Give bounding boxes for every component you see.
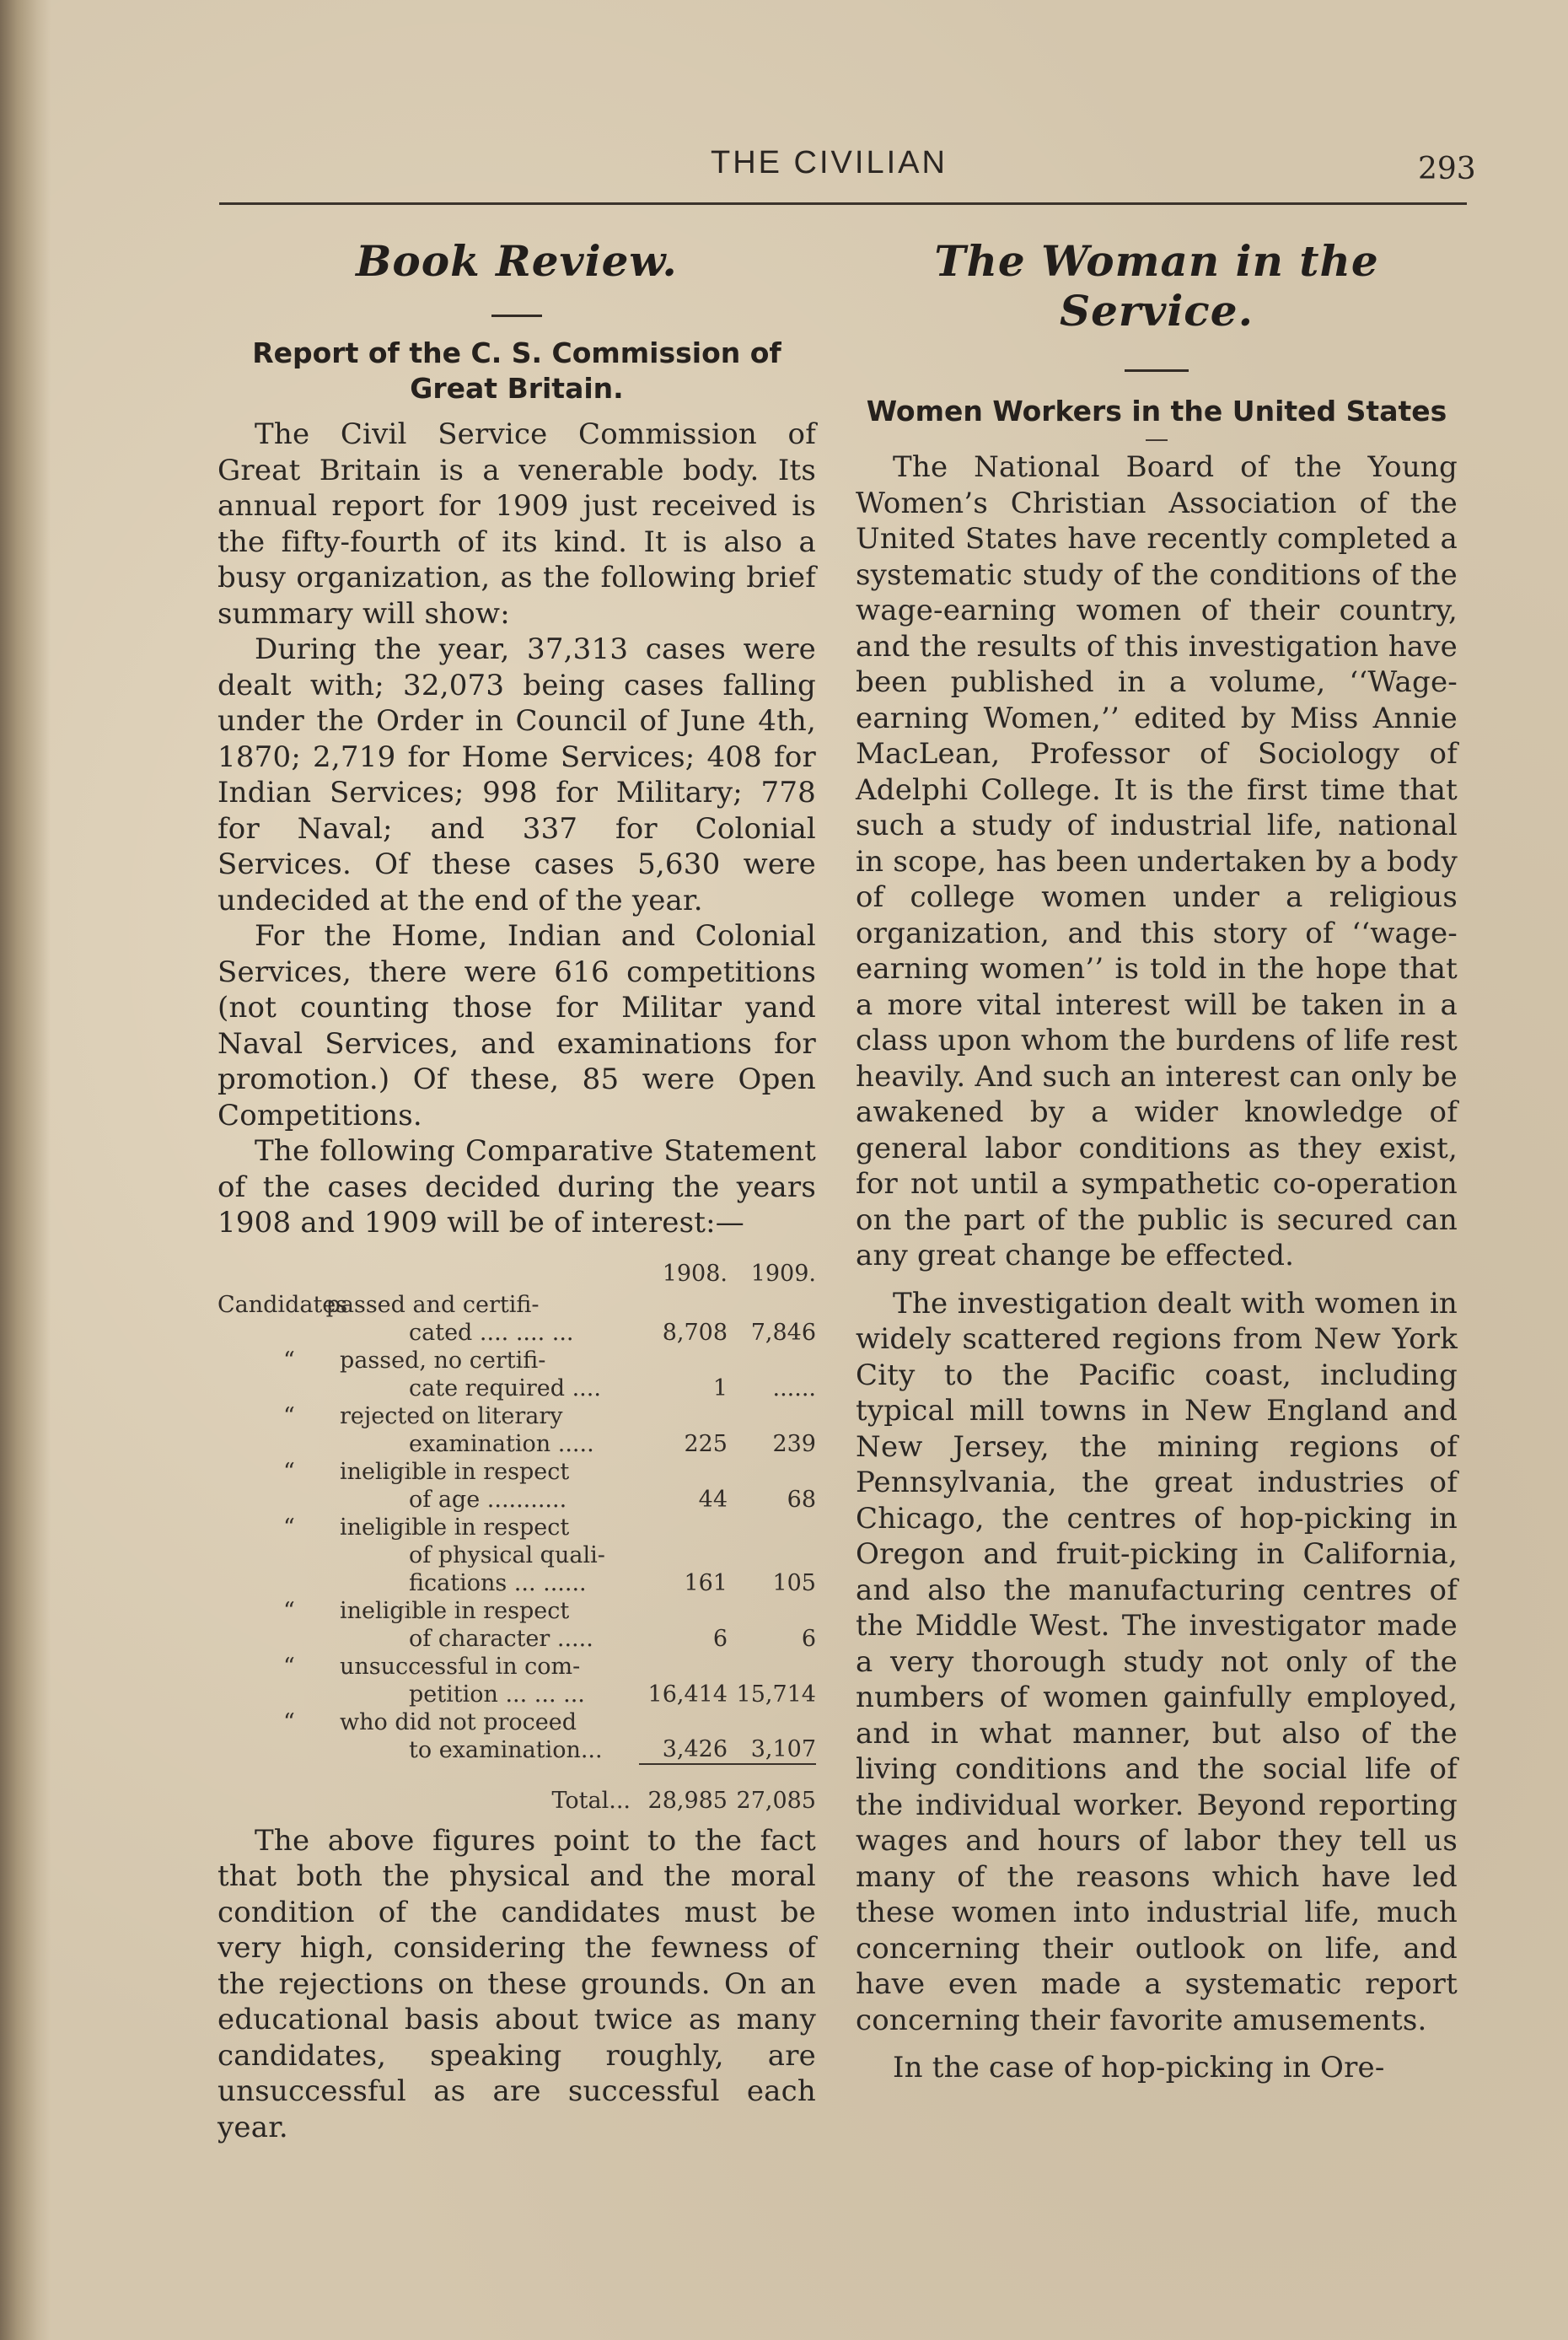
row-label-cont: of physical quali-: [409, 1541, 605, 1568]
running-head: [0, 145, 1568, 196]
table-row: [217, 1708, 816, 1764]
right-column: [856, 228, 1458, 2086]
running-title: THE CIVILIAN: [711, 145, 948, 180]
year-1909-header: 1909.: [750, 1260, 816, 1287]
paragraph-1: The National Board of the Young Women’s Christian Association of the United States have recently completed a systematic study of the conditions of the wage-earning women of their country, and the results of this investigation have been published in a volume, ‘‘Wage-earning Women,’’ edited by Miss Annie MacLean, Professor of Sociology of Adelphi College. It is the first time that such a study of industrial life, national in scope, has been undertaken by a body of college women under a religious organization, and this story of ‘‘wage-earning women’’ is told in the hope that a more vital interest will be taken in a class upon whom the burdens of life rest heavily. And such an interest can only be awakened by a wider knowledge of general labor conditions as they exist, for not until a sympathetic co-operation on the part of the public is secured can any great change be effected.: [856, 450, 1458, 1272]
table-row: [217, 1597, 816, 1653]
cell-1908: 225: [684, 1430, 728, 1457]
table-total-row: [217, 1764, 816, 1815]
paragraph-1: The Civil Service Commission of Great Britain is a venerable body. Its annual report for 1909 just received is the fifty-fourth of its kind. It is also a busy organization, as the following brief summary will show:: [217, 417, 816, 631]
cell-1909: 3,107: [750, 1735, 816, 1762]
paragraph-3: For the Home, Indian and Colonial Services, there were 616 competitions (not counting those for Militar yand Naval Services, and examinations for promotion.) Of these, 85 were Open Competitions.: [217, 919, 816, 1132]
ditto-mark: “: [283, 1402, 295, 1429]
table-header-row: [217, 1260, 816, 1291]
cell-1908: 161: [684, 1569, 728, 1596]
cell-1909: 15,714: [736, 1681, 816, 1708]
ditto-mark: “: [283, 1347, 295, 1374]
page-binding-edge: [0, 0, 51, 2340]
ditto-mark: “: [283, 1597, 295, 1624]
paragraph-2: During the year, 37,313 cases were dealt with; 32,073 being cases falling under the Order in Council of June 4th, 1870; 2,719 for Home Services; 408 for Indian Services; 998 for Military; 778 for Naval; and 337 for Colonial Services. Of these cases 5,630 were undecided at the end of the year.: [217, 632, 816, 917]
ditto-mark: “: [283, 1458, 295, 1485]
row-label: rejected on literary: [340, 1402, 563, 1429]
table-row: [217, 1653, 816, 1708]
table-row: [217, 1347, 816, 1402]
row-subject: Candidates: [217, 1291, 348, 1318]
cell-1908: 8,708: [662, 1319, 728, 1346]
cell-1908: 6: [712, 1625, 728, 1652]
paragraph-5: The above figures point to the fact that both the physical and the moral condition of the candidates must be very high, considering the fewness of the rejections on these grounds. On an educational basis about twice as many candidates, speaking roughly, are unsuccessful as are successful each year.: [217, 1823, 816, 2144]
row-label-cont: petition ... ... ...: [409, 1681, 585, 1708]
row-label: passed and certifi-: [325, 1291, 540, 1318]
header-rule: [219, 202, 1467, 205]
cell-1909: 68: [787, 1486, 816, 1513]
cell-1909: 239: [772, 1430, 816, 1457]
article-conclusion: [217, 1823, 816, 2146]
paragraph-3: In the case of hop-picking in Ore-: [893, 2051, 1385, 2084]
row-label: ineligible in respect: [340, 1597, 570, 1624]
total-1909: 27,085: [728, 1764, 816, 1815]
cell-1908: 16,414: [647, 1681, 728, 1708]
cell-1909: ......: [772, 1374, 816, 1401]
row-label-cont: of character .....: [409, 1625, 593, 1652]
article-subhead: [217, 336, 816, 406]
row-label-cont: cated .... .... ...: [409, 1319, 574, 1346]
subhead-line-2: Great Britain.: [410, 372, 624, 405]
row-label: unsuccessful in com-: [340, 1653, 581, 1680]
article-body: [856, 449, 1458, 2086]
total-1908: 28,985: [639, 1764, 728, 1815]
left-column: [217, 228, 816, 2145]
page-number: 293: [1418, 152, 1476, 186]
subhead-line-1: Report of the C. S. Commission of: [252, 336, 781, 369]
comparative-statement-table: [217, 1260, 816, 1815]
cell-1908: 44: [698, 1486, 728, 1513]
cell-1908: 3,426: [662, 1735, 728, 1762]
cell-1909: 6: [801, 1625, 816, 1652]
subhead-rule: [1146, 439, 1168, 441]
row-label-cont: of age ...........: [409, 1486, 567, 1513]
table-row: [217, 1458, 816, 1514]
table-row: [217, 1514, 816, 1597]
row-label-cont: examination .....: [409, 1430, 594, 1457]
row-label-cont: to examination...: [409, 1736, 603, 1763]
row-label: passed, no certifi-: [340, 1347, 546, 1374]
title-rule: [1125, 369, 1189, 372]
row-label-cont: fications ... ......: [409, 1569, 587, 1596]
paragraph-2: The investigation dealt with women in widely scattered regions from New York City to the Pacific coast, including typical mill towns in New England and New Jersey, the mining regions of Pennsylvania, the great industries of Chicago, the centres of hop-picking in Oregon and fruit-picking in California, and also the manufacturing centres of the Middle West. The investigator made a very thorough study not only of the numbers of women gainfully employed, and in what manner, but also of the living conditions and the social life of the individual worker. Beyond reporting wages and hours of labor they tell us many of the reasons which have led these women into industrial life, much concerning their outlook on life, and have even made a systematic report concerning their favorite amusements.: [856, 1286, 1458, 2037]
section-title-book-review: Book Review.: [356, 236, 678, 286]
row-label: ineligible in respect: [340, 1458, 570, 1485]
ditto-mark: “: [283, 1653, 295, 1680]
section-title-woman-in-service: The Woman in the Service.: [934, 236, 1379, 336]
total-label: Total...: [551, 1787, 631, 1814]
title-rule: [491, 315, 542, 317]
row-label: who did not proceed: [340, 1708, 577, 1735]
year-1908-header: 1908.: [662, 1260, 728, 1287]
cell-1909: 7,846: [750, 1319, 816, 1346]
row-label: ineligible in respect: [340, 1514, 570, 1541]
paragraph-4: The following Comparative Statement of the cases decided during the years 1908 and 1909 will be of interest:—: [217, 1134, 816, 1240]
row-label-cont: cate required ....: [409, 1374, 601, 1401]
table-row: [217, 1402, 816, 1458]
ditto-mark: “: [283, 1708, 295, 1735]
table-row: [217, 1291, 816, 1347]
cell-1908: 1: [712, 1374, 728, 1401]
cell-1909: 105: [772, 1569, 816, 1596]
ditto-mark: “: [283, 1514, 295, 1541]
article-subhead: Women Workers in the United States: [866, 395, 1447, 428]
article-body: [217, 417, 816, 1241]
